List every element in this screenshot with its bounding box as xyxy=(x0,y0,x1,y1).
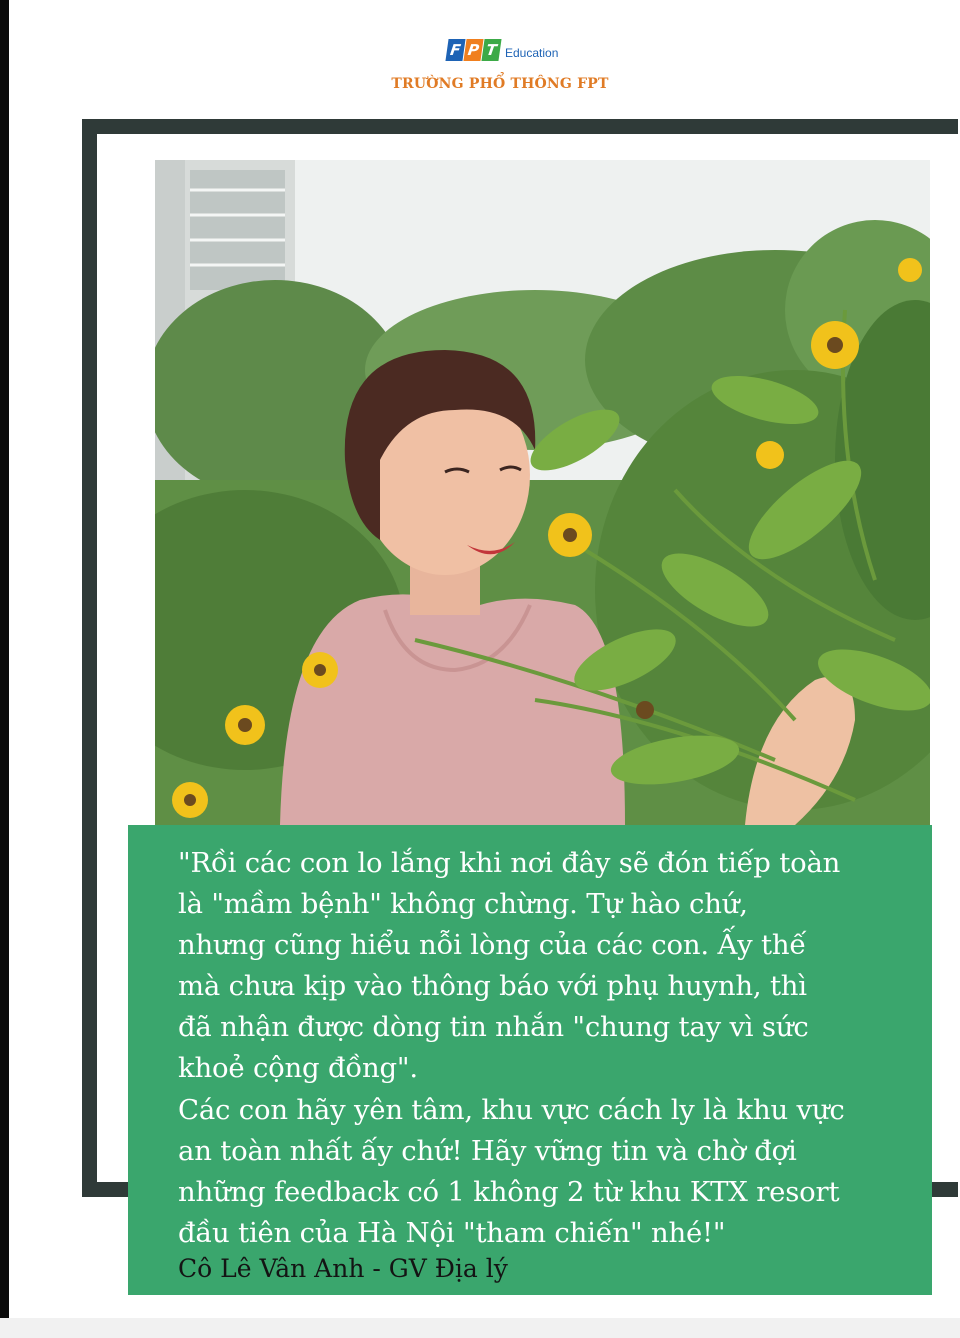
logo-letter-p: P xyxy=(463,39,483,61)
frame-left-border xyxy=(82,119,97,1197)
frame-top-border xyxy=(82,119,958,134)
school-name: TRƯỜNG PHỔ THÔNG FPT xyxy=(391,76,609,92)
bottom-strip xyxy=(0,1318,960,1338)
fpt-education-logo xyxy=(447,36,558,64)
logo-letter-f: F xyxy=(445,39,465,61)
quote-line: nhưng cũng hiểu nỗi lòng của các con. Ấy thế xyxy=(178,929,807,962)
quote-line: "Rồi các con lo lắng khi nơi đây sẽ đón tiếp toàn xyxy=(178,847,841,879)
teacher-photo-illustration xyxy=(155,160,930,825)
quote-line: mà chưa kịp vào thông báo với phụ huynh, thì xyxy=(178,970,807,1003)
logo-letter-t: T xyxy=(481,39,501,61)
quote-panel xyxy=(128,825,932,1295)
quote-line: đầu tiên của Hà Nội "tham chiến" nhé!" xyxy=(178,1216,726,1249)
left-edge-bar xyxy=(0,0,9,1338)
quote-line: đã nhận được dòng tin nhắn "chung tay vì sức xyxy=(178,1011,809,1044)
logo-education-text: Education xyxy=(505,46,559,60)
quote-line: an toàn nhất ấy chứ! Hãy vững tin và chờ đợi xyxy=(178,1134,797,1167)
quote-line: là "mầm bệnh" không chừng. Tự hào chứ, xyxy=(178,888,748,921)
quote-line: Các con hãy yên tâm, khu vực cách ly là khu vực xyxy=(178,1093,845,1126)
quote-line: những feedback có 1 không 2 từ khu KTX resort xyxy=(178,1175,840,1208)
quote-text xyxy=(178,843,918,1254)
teacher-photo xyxy=(155,160,930,825)
quote-line: khoẻ cộng đồng". xyxy=(178,1052,418,1085)
quote-author: Cô Lê Vân Anh - GV Địa lý xyxy=(178,1254,508,1283)
